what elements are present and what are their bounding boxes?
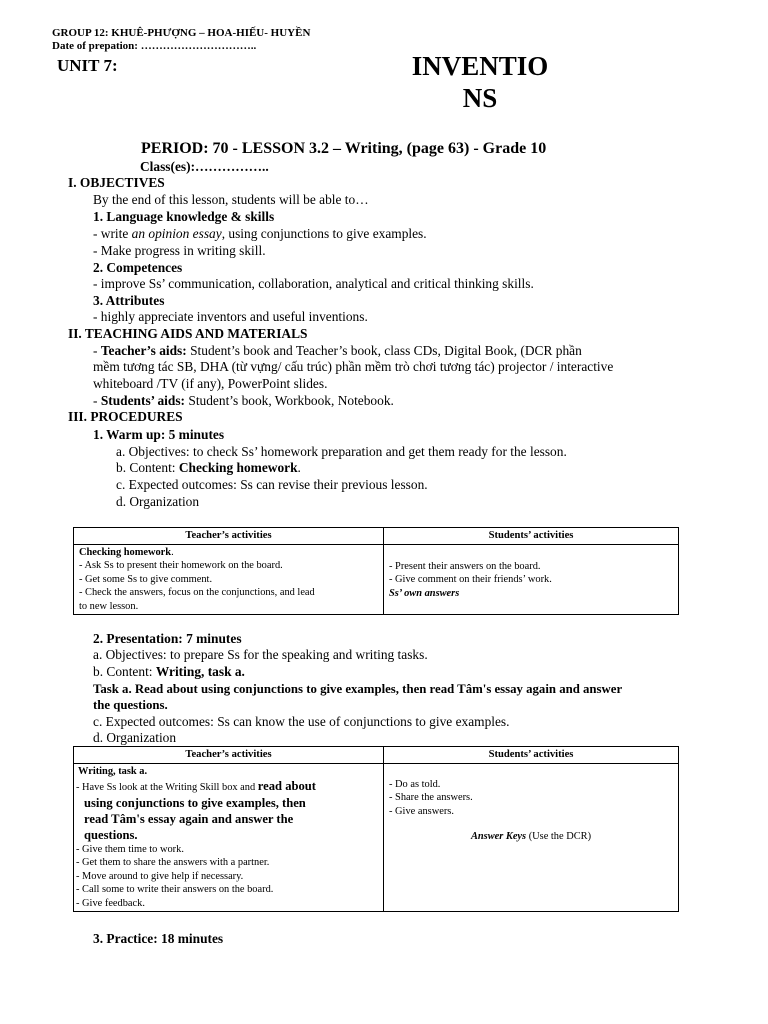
classes-label: Class(es):……………..: [140, 159, 269, 174]
table-header-row: [74, 528, 679, 545]
period-heading: PERIOD: 70 - LESSON 3.2 – Writing, (page 63) - Grade 10: [141, 140, 547, 157]
students-aids-line: - Students’ aids: Student’s book, Workbook, Notebook.: [93, 393, 394, 408]
title-dot: .: [171, 546, 174, 558]
cell-line: - Get them to share the answers with a partner.: [76, 857, 270, 868]
table-row: [74, 544, 679, 615]
cell-line: - Get some Ss to give comment.: [79, 573, 213, 585]
warmup-outcomes: c. Expected outcomes: Ss can revise their previous lesson.: [116, 477, 428, 492]
warmup-content: [116, 460, 301, 476]
students-aids-text: Student’s book, Workbook, Notebook.: [185, 393, 394, 408]
cell-line: Ss’ own answers: [389, 587, 460, 599]
teacher-activity-title: Checking homework: [79, 546, 172, 558]
content-label: b. Content:: [116, 460, 179, 475]
unit-title: [380, 50, 580, 114]
task-a-instruction: [93, 681, 622, 713]
teacher-aids-label: Teacher’s aids:: [100, 343, 187, 358]
cell-line: - Give feedback.: [76, 897, 145, 909]
cell-line: - Do as told.: [389, 778, 441, 790]
content-dot: .: [297, 460, 301, 475]
students-activities-cell: [384, 544, 679, 615]
teacher-aids-line: mềm tương tác SB, DHA (từ vựng/ cấu trúc) phần mềm trò chơi tương tác) projector / interactive: [93, 359, 614, 374]
warmup-organization: d. Organization: [116, 494, 200, 509]
students-activities-header: Students’ activities: [384, 747, 679, 764]
content-value: Checking homework: [178, 460, 298, 475]
table-header-row: [74, 747, 679, 764]
unit-title-line1: INVENTIO: [411, 51, 549, 81]
cell-line: using conjunctions to give examples, then: [84, 795, 306, 810]
attributes-heading: 3. Attributes: [93, 293, 165, 308]
cell-line: - Share the answers.: [389, 792, 473, 803]
content-label: b. Content:: [93, 664, 156, 679]
teacher-activities-cell: [74, 544, 384, 615]
cell-line: - Call some to write their answers on the board.: [76, 884, 274, 895]
cell-bold-text: read about: [257, 779, 316, 793]
cell-line: to new lesson.: [79, 600, 139, 612]
answer-keys-line: [389, 830, 673, 844]
unit-label: UNIT 7:: [57, 56, 118, 75]
teacher-aids-line: - Teacher’s aids: Student’s book and Teacher’s book, class CDs, Digital Book, (DCR phần: [93, 343, 582, 358]
unit-title-line2: NS: [462, 83, 498, 113]
warmup-heading: 1. Warm up: 5 minutes: [93, 427, 225, 442]
teacher-activities-header: Teacher’s activities: [74, 528, 384, 545]
content-value: Writing, task a.: [155, 664, 245, 679]
presentation-organization: d. Organization: [93, 730, 177, 745]
teacher-aids-text: Student’s book and Teacher’s book, class CDs, Digital Book, (DCR phần: [186, 343, 582, 358]
cell-line: - Present their answers on the board.: [389, 560, 541, 572]
objective-text: , using conjunctions to give examples.: [221, 226, 427, 241]
procedures-heading: III. PROCEDURES: [68, 409, 183, 424]
table-row: [74, 763, 679, 912]
answer-keys-note: (Use the DCR): [526, 831, 592, 842]
objective-item: - Make progress in writing skill.: [93, 243, 266, 258]
cell-line: - Ask Ss to present their homework on the board.: [79, 560, 283, 571]
cell-line: - Give comment on their friends’ work.: [389, 574, 552, 585]
presentation-content: [93, 664, 245, 680]
task-line: the questions.: [93, 698, 168, 712]
answer-keys-label: Answer Keys: [470, 831, 527, 842]
teacher-activities-header: Teacher’s activities: [74, 747, 384, 764]
presentation-outcomes: c. Expected outcomes: Ss can know the use of conjunctions to give examples.: [93, 714, 510, 729]
students-activities-cell: [384, 763, 679, 912]
teacher-activities-cell: [74, 763, 384, 912]
objective-item: [93, 226, 427, 242]
teacher-aids-line: whiteboard /TV (if any), PowerPoint slides.: [93, 376, 328, 391]
cell-text: - Have Ss look at the Writing Skill box and: [76, 782, 258, 793]
presentation-heading: 2. Presentation: 7 minutes: [93, 631, 242, 646]
cell-line: - Give them time to work.: [76, 843, 184, 855]
knowledge-skills-heading: 1. Language knowledge & skills: [93, 209, 275, 224]
date-of-preparation: Date of prepation: …………………………..: [52, 40, 257, 52]
competence-item: - improve Ss’ communication, collaboration, analytical and critical thinking skills.: [93, 276, 534, 291]
cell-line: questions.: [84, 827, 138, 842]
cell-line: - Check the answers, focus on the conjunctions, and lead: [79, 587, 315, 598]
task-line: Task a. Read about using conjunctions to give examples, then read Tâm's essay again and answer: [93, 682, 623, 696]
attribute-item: - highly appreciate inventors and useful inventions.: [93, 309, 368, 324]
objectives-heading: I. OBJECTIVES: [68, 175, 165, 190]
teaching-aids-heading: II. TEACHING AIDS AND MATERIALS: [68, 326, 308, 341]
warmup-activities-table: [73, 527, 679, 615]
group-label: GROUP 12: KHUÊ-PHƯỢNG – HOA-HIẾU- HUYỀN: [52, 27, 311, 39]
competences-heading: 2. Competences: [93, 260, 183, 275]
teacher-activity-title: Writing, task a.: [78, 765, 148, 777]
objectives-intro: By the end of this lesson, students will be able to…: [93, 192, 369, 207]
cell-line: read Tâm's essay again and answer the: [84, 811, 294, 826]
objective-emphasis: an opinion essay: [131, 226, 222, 241]
objective-text: - write: [93, 226, 132, 241]
students-activities-header: Students’ activities: [384, 528, 679, 545]
practice-heading: 3. Practice: 18 minutes: [93, 931, 224, 946]
students-aids-label: Students’ aids:: [100, 393, 186, 408]
presentation-activities-table: [73, 746, 679, 912]
presentation-objectives: a. Objectives: to prepare Ss for the speaking and writing tasks.: [93, 647, 428, 662]
cell-line: - Give answers.: [389, 805, 454, 817]
warmup-objectives: a. Objectives: to check Ss’ homework preparation and get them ready for the lesson.: [116, 444, 567, 459]
cell-line: [76, 778, 378, 795]
cell-line: [79, 546, 378, 560]
cell-line: - Move around to give help if necessary.: [76, 870, 244, 882]
